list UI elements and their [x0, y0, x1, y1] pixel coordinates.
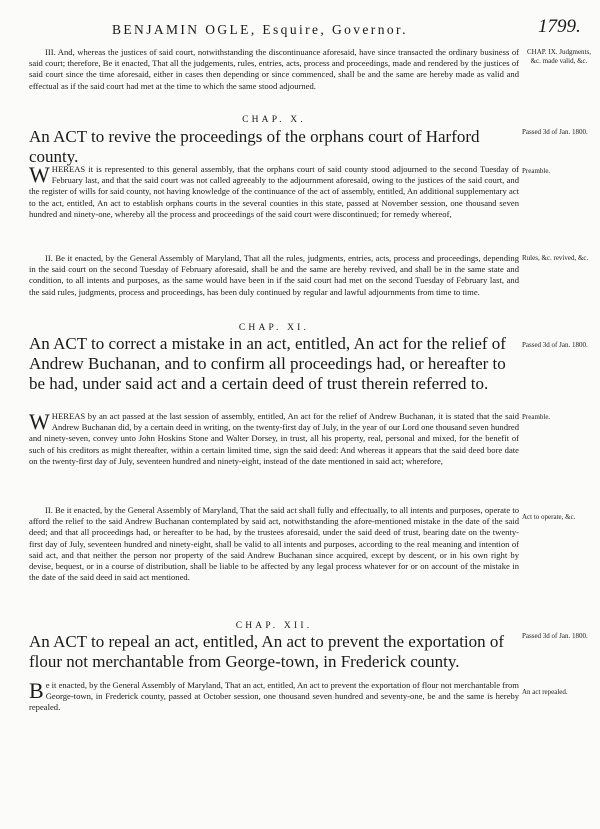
chap-xi-preamble-text: HEREAS by an act passed at the last session of assembly, entitled, An act for the relief of Andrew Buchanan, it is stated that the said Andrew Buchanan did, by a certain deed in writing, on the twenty-first day of July, in the year of our Lord one thousand seven hundred and ninety-seven, convey unto John Hoskins Stone and Walter Dorsey, in trust, all his property, real, personal and mixed, for the benefit of such of his creditors as might thereafter, within a certain limited time, sign the said deed: And whereas it appears that the said deed bore date on the twenty-first day of July, seventeen hundred and ninety-eight, instead of the date mentioned in said act; wherefore, [29, 411, 519, 466]
chap-xi-preamble [29, 411, 519, 467]
chap-xii-title: An ACT to repeal an act, entitled, An act to prevent the exportation of flour not merchantable from George-town, in Frederick county. [29, 632, 505, 671]
chap-x-preamble-note: Preamble. [522, 167, 551, 175]
page-year: 1799. [538, 16, 581, 37]
chap-xii-body-text: e it enacted, by the General Assembly of Maryland, That an act, entitled, An act to prevent the exportation of flour not merchantable from George-town, in Frederick county, passed at October session, one thousand seven hundred and seventy-one, be and the same is hereby repealed. [29, 680, 519, 713]
chap-xii-heading: CHAP. XII. [235, 621, 313, 631]
chap-x-title: An ACT to revive the proceedings of the orphans court of Harford county. [29, 127, 480, 166]
chap-x-preamble [29, 164, 519, 220]
chap-x-heading: CHAP. X. [242, 115, 306, 125]
chap-xii-passed-note: Passed 3d of Jan. 1800. [522, 632, 588, 640]
chap-xi-section-ii-note: Act to operate, &c. [522, 513, 576, 521]
chap-x-preamble-text: HEREAS it is represented to this general assembly, that the orphans court of said county stood adjourned to the second Tuesday of February last, and that the said court was not called agreeably to the adjournment aforesaid, owing to the justices of the said court, and the register of wills for said county, not having knowledge of the continuance of the act of assembly, entitled, An additional supplementary act to the act, entitled, An act to establish orphans courts in the several counties in this state, passed at November session, one thousand seven hundred and ninety-one, whereby all the process and proceedings of the said court were discontinued; for remedy whereof, [29, 164, 519, 219]
chap-xi-preamble-note: Preamble. [522, 413, 551, 421]
chap-x-section-ii: II. Be it enacted, by the General Assembly of Maryland, That all the rules, judgments, entries, acts, process and proceedings, depending in the said court on the second Tuesday of February aforesaid, shall be and the same are hereby revived, and shall be in the same state and condition, to all intents and purposes, as the same would have been in if the said court had met on the second Tuesday of February last, and the said rules, judgments, process and proceedings, has been duly continued by regular and lawful adjournments from time to time. [29, 253, 519, 297]
chap-xi-section-ii: II. Be it enacted, by the General Assembly of Maryland, That the said act shall fully and effectually, to all intents and purposes, operate to afford the relief to the said Andrew Buchanan contemplated by said act, notwithstanding the afore-mentioned mistake in the date of the said deed; and that all proceedings had, or hereafter to be had, by the trustees aforesaid, under the said deed of trust, bearing date on the twenty-first day of July, seventeen hundred and ninety-eight, shall be valid to all intents and purposes, according to the real meaning and intention of said act, and that neither the person nor property of the said Andrew Buchanan since acquired, except by descent, or in his own right by devise, bequest, or in a course of distribution, shall be liable to be affected by any legal process whatever for or on account of the mistake in the date of the said deed in said act mentioned. [29, 505, 519, 583]
dropcap-b: B [29, 678, 44, 703]
dropcap-w: W [29, 409, 50, 434]
running-head [0, 16, 600, 42]
chap-x-passed-note: Passed 3d of Jan. 1800. [522, 128, 588, 136]
section-iii-text: III. And, whereas the justices of said court, notwithstanding the discontinuance aforesaid, have since transacted the ordinary business of said court; therefore, Be it enacted, That all the judgements, rules, entries, acts, process and proceedings, made and rendered by the justices of said court since the time aforesaid, either in cases then depending or since commenced, shall be and the same are hereby made as valid and effectual as if the said court had met at the time to which the same stood adjourned. [29, 47, 519, 91]
margin-note-chap-ix: CHAP. IX. Judgments, &c. made valid, &c. [527, 48, 591, 65]
chap-xi-title: An ACT to correct a mistake in an act, entitled, An act for the relief of Andrew Buchanan, and to confirm all proceedings had, or hereafter to be had, under said act and a certain deed of trust therein referred to. [29, 334, 506, 393]
chap-xi-passed-note: Passed 3d of Jan. 1800. [522, 341, 588, 349]
dropcap-w: W [29, 162, 50, 187]
chap-x-section-ii-note: Rules, &c. revived, &c. [522, 254, 589, 262]
chap-xii-body-note: An act repealed. [522, 688, 568, 696]
chap-xi-heading: CHAP. XI. [238, 323, 310, 333]
running-head-title: BENJAMIN OGLE, Esquire, Governor. [112, 22, 408, 37]
chap-xii-body [29, 680, 519, 714]
